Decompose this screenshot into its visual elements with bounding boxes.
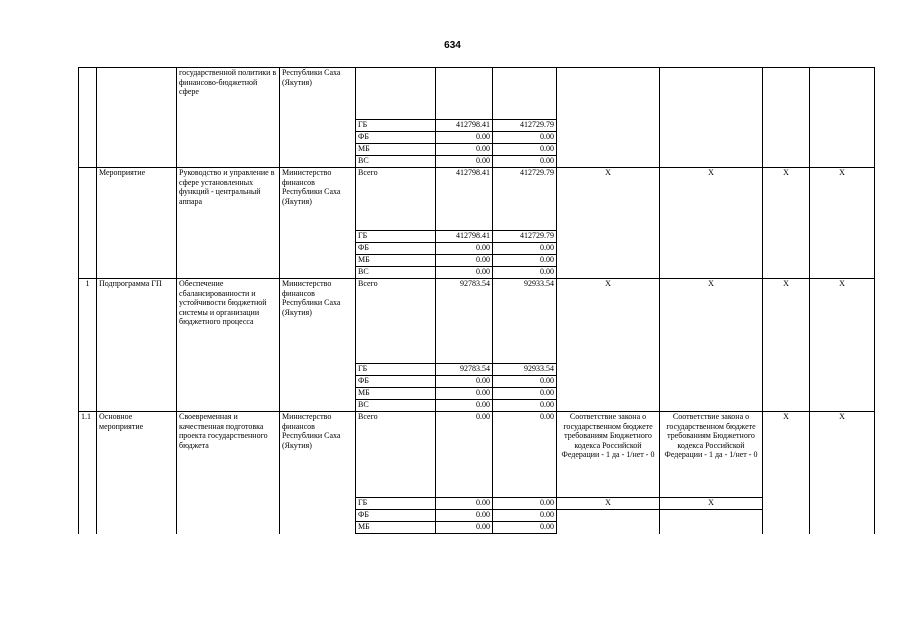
source-value-2: 92933.54 bbox=[493, 364, 557, 376]
source-value-1: 0.00 bbox=[436, 267, 493, 279]
indicator-2-cell bbox=[660, 68, 763, 168]
source-value-1: 0.00 bbox=[436, 132, 493, 144]
indicator-1-cell: X bbox=[557, 279, 660, 412]
row-type-cell: Мероприятие bbox=[97, 168, 177, 279]
source-total-label: Всего bbox=[356, 412, 436, 498]
source-label: ФБ bbox=[356, 243, 436, 255]
indicator-1-cell bbox=[557, 68, 660, 168]
indicator-2-cell: X bbox=[660, 279, 763, 412]
total-value-1: 412798.41 bbox=[436, 168, 493, 231]
source-label: ФБ bbox=[356, 510, 436, 522]
indicator-2-cell: X bbox=[660, 168, 763, 279]
row-number-cell bbox=[79, 168, 97, 279]
total-value-2: 0.00 bbox=[493, 412, 557, 498]
source-value-2: 0.00 bbox=[493, 267, 557, 279]
source-label: ФБ bbox=[356, 376, 436, 388]
source-label: ГБ bbox=[356, 498, 436, 510]
source-total-label: Всего bbox=[356, 168, 436, 231]
row-number-cell bbox=[79, 68, 97, 168]
row-name-cell: Обеспечение сбалансированности и устойчивости бюджетной системы и организации бюджетного процесса bbox=[177, 279, 280, 412]
row-type-cell bbox=[97, 68, 177, 168]
source-value-2: 0.00 bbox=[493, 376, 557, 388]
source-label: МБ bbox=[356, 388, 436, 400]
col-11-cell: X bbox=[810, 279, 875, 412]
total-value-2: 92933.54 bbox=[493, 279, 557, 364]
row-number-cell: 1.1 bbox=[79, 412, 97, 534]
row-type-cell: Подпрограмма ГП bbox=[97, 279, 177, 412]
total-value-1 bbox=[436, 68, 493, 120]
row-name-cell: Руководство и управление в сфере установленных функций - центральный аппара bbox=[177, 168, 280, 279]
source-value-1: 0.00 bbox=[436, 522, 493, 534]
source-label: МБ bbox=[356, 144, 436, 156]
row-executor-cell: Министерство финансов Республики Саха (Якутия) bbox=[280, 168, 356, 279]
total-value-2 bbox=[493, 68, 557, 120]
indicator-1-cell: Соответствие закона о государственном бюджете требованиям Бюджетного кодекса Российской Федерации - 1 да - 1/нет - 0 bbox=[557, 412, 660, 498]
total-value-2: 412729.79 bbox=[493, 168, 557, 231]
source-value-2: 412729.79 bbox=[493, 120, 557, 132]
source-label: ГБ bbox=[356, 120, 436, 132]
source-value-2: 0.00 bbox=[493, 388, 557, 400]
col-10-cell bbox=[763, 68, 810, 168]
source-value-1: 0.00 bbox=[436, 243, 493, 255]
program-table bbox=[78, 67, 875, 534]
source-value-2: 0.00 bbox=[493, 243, 557, 255]
source-value-2: 0.00 bbox=[493, 510, 557, 522]
source-label: МБ bbox=[356, 522, 436, 534]
row-number-cell: 1 bbox=[79, 279, 97, 412]
col-11-cell: X bbox=[810, 412, 875, 534]
col-10-cell: X bbox=[763, 279, 810, 412]
indicator-1-marker: X bbox=[557, 498, 660, 510]
row-executor-cell: Министерство финансов Республики Саха (Якутия) bbox=[280, 412, 356, 534]
row-executor-cell: Республики Саха (Якутия) bbox=[280, 68, 356, 168]
row-name-cell: Своевременная и качественная подготовка проекта государственного бюджета bbox=[177, 412, 280, 534]
table-row bbox=[79, 68, 875, 120]
source-label: ГБ bbox=[356, 364, 436, 376]
row-name-cell: государственной политики в финансово-бюджетной сфере bbox=[177, 68, 280, 168]
total-value-1: 0.00 bbox=[436, 412, 493, 498]
source-total-label: Всего bbox=[356, 279, 436, 364]
indicator-1-cell: X bbox=[557, 168, 660, 279]
source-label: МБ bbox=[356, 255, 436, 267]
row-type-cell: Основное мероприятие bbox=[97, 412, 177, 534]
source-value-1: 0.00 bbox=[436, 388, 493, 400]
source-label: ГБ bbox=[356, 231, 436, 243]
source-value-2: 0.00 bbox=[493, 522, 557, 534]
source-label: ВС bbox=[356, 156, 436, 168]
source-value-2: 0.00 bbox=[493, 144, 557, 156]
indicator-2-cont bbox=[660, 510, 763, 534]
source-value-1: 0.00 bbox=[436, 400, 493, 412]
source-value-2: 0.00 bbox=[493, 132, 557, 144]
indicator-1-cont bbox=[557, 510, 660, 534]
source-value-1: 0.00 bbox=[436, 144, 493, 156]
source-value-1: 0.00 bbox=[436, 156, 493, 168]
source-value-1: 412798.41 bbox=[436, 120, 493, 132]
source-value-1: 412798.41 bbox=[436, 231, 493, 243]
col-10-cell: X bbox=[763, 412, 810, 534]
source-value-1: 0.00 bbox=[436, 498, 493, 510]
page-number: 634 bbox=[444, 40, 461, 51]
total-value-1: 92783.54 bbox=[436, 279, 493, 364]
source-value-1: 0.00 bbox=[436, 255, 493, 267]
table-row bbox=[79, 168, 875, 231]
source-label: ФБ bbox=[356, 132, 436, 144]
row-executor-cell: Министерство финансов Республики Саха (Якутия) bbox=[280, 279, 356, 412]
source-label: ВС bbox=[356, 267, 436, 279]
indicator-2-cell: Соответствие закона о государственном бюджете требованиям Бюджетного кодекса Российской Федерации - 1 да - 1/нет - 0 bbox=[660, 412, 763, 498]
source-total-label bbox=[356, 68, 436, 120]
indicator-2-marker: X bbox=[660, 498, 763, 510]
table-row bbox=[79, 412, 875, 498]
source-label: ВС bbox=[356, 400, 436, 412]
source-value-2: 0.00 bbox=[493, 255, 557, 267]
col-11-cell: X bbox=[810, 168, 875, 279]
source-value-2: 0.00 bbox=[493, 498, 557, 510]
table-row bbox=[79, 279, 875, 364]
col-10-cell: X bbox=[763, 168, 810, 279]
source-value-1: 0.00 bbox=[436, 376, 493, 388]
col-11-cell bbox=[810, 68, 875, 168]
source-value-2: 0.00 bbox=[493, 400, 557, 412]
source-value-2: 0.00 bbox=[493, 156, 557, 168]
source-value-1: 0.00 bbox=[436, 510, 493, 522]
source-value-2: 412729.79 bbox=[493, 231, 557, 243]
source-value-1: 92783.54 bbox=[436, 364, 493, 376]
